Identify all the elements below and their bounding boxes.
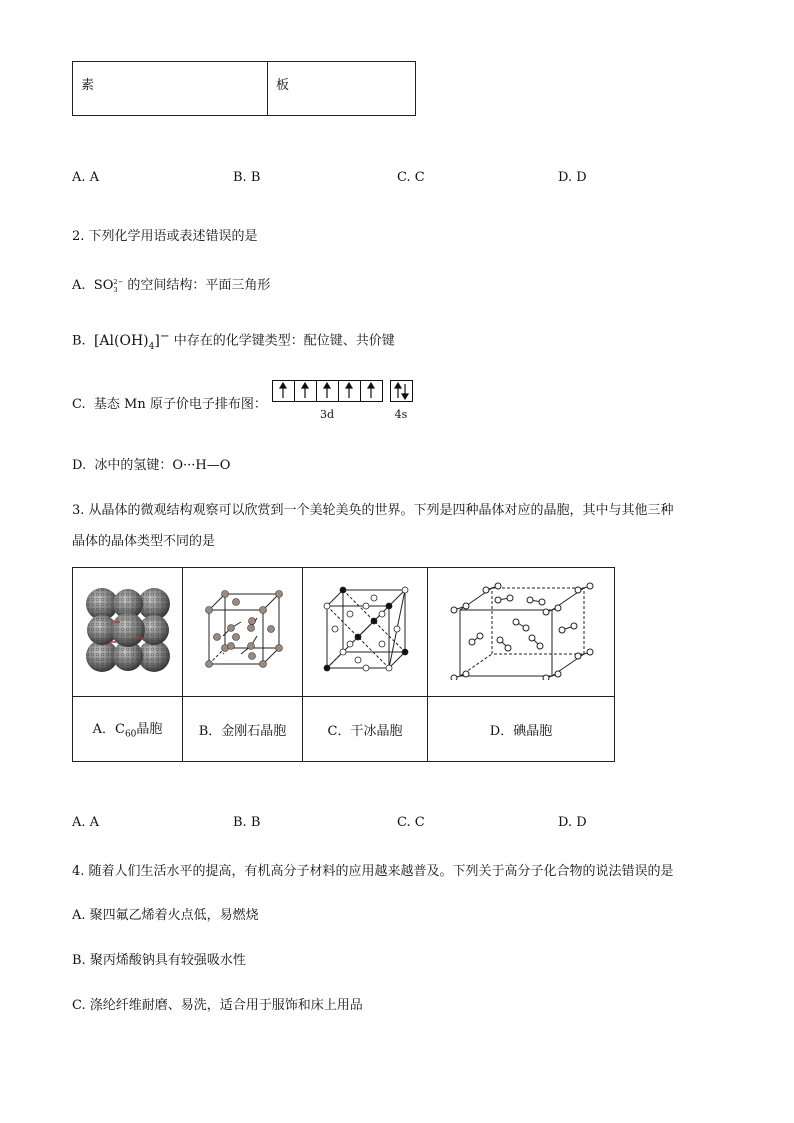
- q2-option-a-ion: SO 2− 3: [93, 277, 124, 294]
- q1-option-b[interactable]: B. B: [233, 170, 261, 185]
- q2-option-b-text: 中存在的化学键类型：配位键、共价键: [173, 333, 395, 349]
- q3-option-d[interactable]: D. D: [558, 815, 587, 830]
- top-table: [72, 61, 416, 116]
- q1-option-c[interactable]: C. C: [397, 170, 425, 185]
- q2-option-d-prefix: D.: [72, 458, 87, 473]
- q2-option-b-formula: $[Al(OH)_4]^-$: [93, 328, 170, 352]
- diamond-cell-label: B．金刚石晶胞: [183, 697, 303, 762]
- q2-option-a-text: 的空间结构：平面三角形: [127, 278, 271, 293]
- q4-option-a[interactable]: A. 聚四氟乙烯着火点低，易燃烧: [72, 908, 259, 923]
- orbital-diagram: [272, 380, 422, 426]
- up-arrow-icon: [324, 383, 330, 398]
- q1-option-d[interactable]: D. D: [558, 170, 587, 185]
- c60-cell-image: [73, 568, 183, 697]
- q3-option-c[interactable]: C. C: [397, 815, 425, 830]
- q1-option-a[interactable]: A. A: [72, 170, 100, 185]
- top-table-cell-left: 素: [73, 62, 268, 116]
- iodine-crystal-icon: [446, 580, 596, 680]
- q1-options: [72, 170, 632, 190]
- q2-option-c-text: 基态 Mn 原子价电子排布图：: [93, 397, 267, 412]
- q4-stem: 4. 随着人们生活水平的提高，有机高分子材料的应用越来越普及。下列关于高分子化合物的说法错误的是: [72, 864, 674, 879]
- q3-stem-line2: 晶体的晶体类型不同的是: [72, 534, 216, 549]
- up-arrow-icon: [302, 383, 308, 398]
- q2-option-a-prefix: A.: [72, 278, 86, 293]
- q4-option-b[interactable]: B. 聚丙烯酸钠具有较强吸水性: [72, 953, 246, 968]
- q4-option-c[interactable]: C. 涤纶纤维耐磨、易洗，适合用于服饰和床上用品: [72, 998, 363, 1013]
- q3-options: [72, 815, 632, 835]
- up-arrow-icon: [346, 383, 352, 398]
- q3-option-a[interactable]: A. A: [72, 815, 100, 830]
- up-arrow-icon: [280, 383, 286, 398]
- diamond-cell-image: [183, 568, 303, 697]
- down-arrow-icon: [402, 384, 408, 399]
- dry-ice-cell-image: [303, 568, 428, 697]
- label-4s: 4s: [394, 408, 408, 421]
- q2-option-b-prefix: B.: [72, 333, 86, 349]
- q3-stem-line1: 3. 从晶体的微观结构观察可以欣赏到一个美轮美奂的世界。下列是四种晶体对应的晶胞，其中与其他三种: [72, 503, 674, 518]
- diamond-crystal-icon: [201, 588, 285, 672]
- label-3d: 3d: [319, 408, 335, 421]
- dry-ice-crystal-icon: [317, 584, 413, 676]
- q2-stem: 2. 下列化学用语或表述错误的是: [72, 229, 258, 244]
- dry-ice-cell-label: C．干冰晶胞: [303, 697, 428, 762]
- q2-option-b[interactable]: [72, 328, 395, 351]
- iodine-cell-image: [428, 568, 615, 697]
- q2-option-a[interactable]: [72, 274, 270, 294]
- c60-crystal-icon: [80, 582, 176, 678]
- q3-option-b[interactable]: B. B: [233, 815, 261, 830]
- crystal-table: [72, 567, 615, 762]
- q2-option-c-prefix: C.: [72, 397, 86, 412]
- up-arrow-icon: [395, 383, 401, 398]
- iodine-cell-label: D．碘晶胞: [428, 697, 615, 762]
- q2-option-d[interactable]: [72, 454, 230, 473]
- up-arrow-icon: [368, 383, 374, 398]
- top-table-cell-right: 板: [268, 62, 416, 116]
- q2-option-d-text: 冰中的氢键：O···H—O: [94, 458, 231, 473]
- c60-cell-label: A．$C_{60}$晶胞: [73, 697, 183, 762]
- q2-option-c[interactable]: [72, 393, 267, 412]
